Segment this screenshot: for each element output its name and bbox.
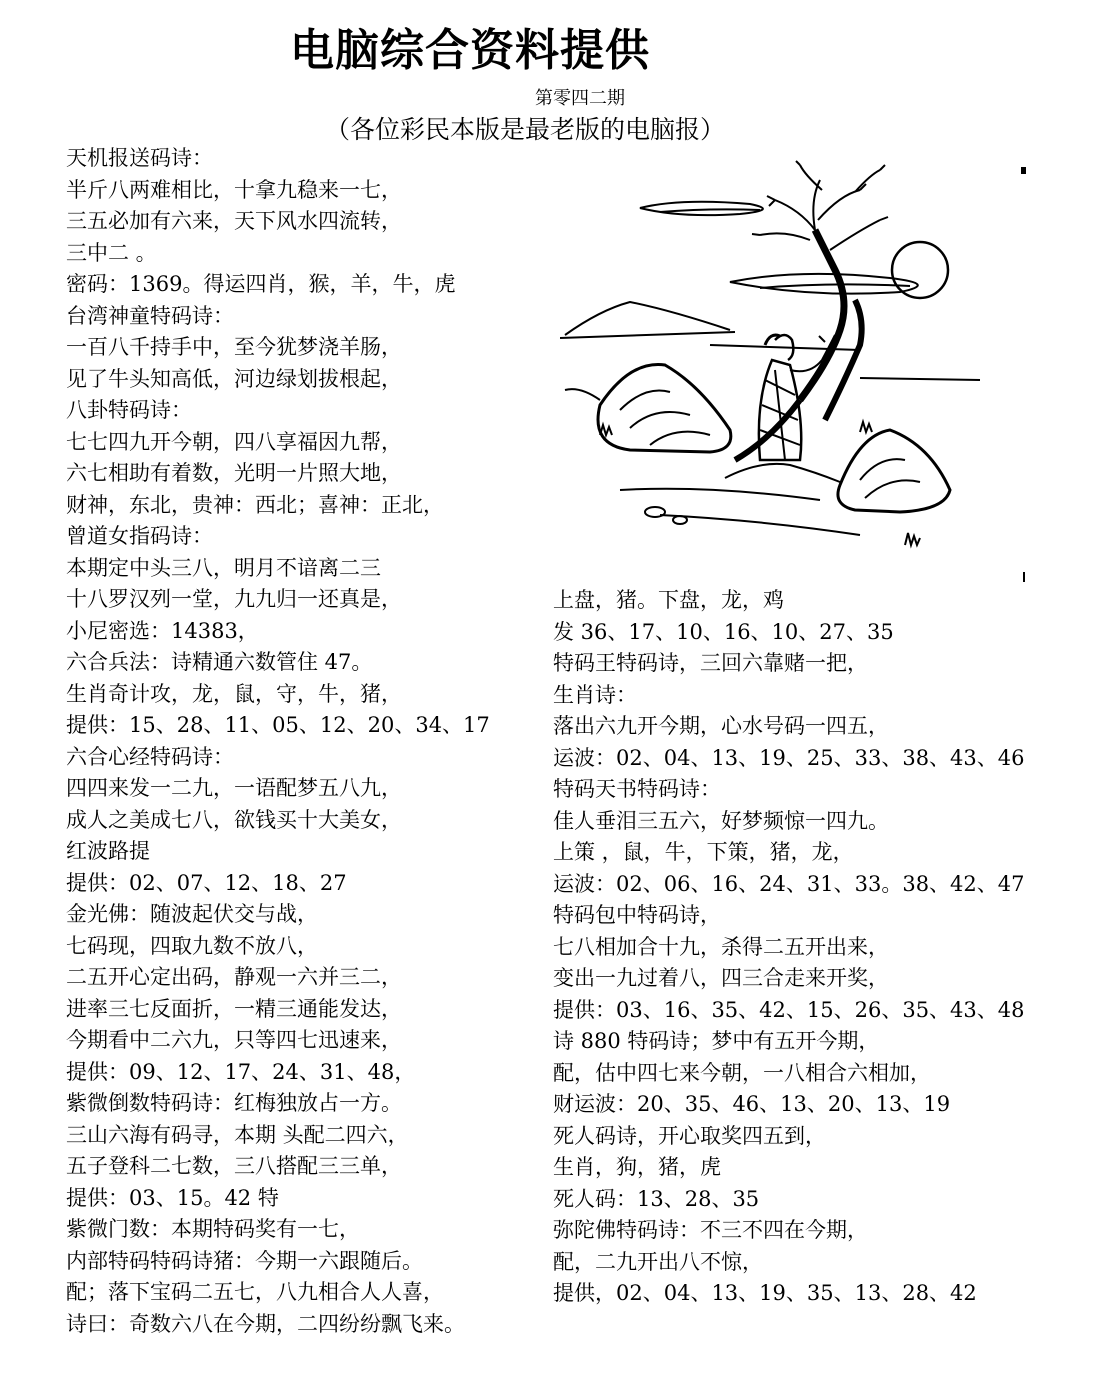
text-line: 发 36、17、10、16、10、27、35 [553, 619, 894, 644]
text-line: 配，二九开出八不惊， [553, 1249, 763, 1274]
text-line: 提供：03、15。42 特 [66, 1185, 279, 1210]
text-line: 死人码诗，开心取奖四五到， [553, 1123, 826, 1148]
text-line: 半斤八两难相比，十拿九稳来一七， [66, 177, 402, 202]
text-line: 上盘，猪。下盘，龙，鸡 [553, 588, 784, 612]
text-line: 财运波：20、35、46、13、20、13、19 [553, 1092, 951, 1116]
text-line: 金光佛：随波起伏交与战， [66, 902, 318, 926]
text-line: 生肖奇计攻，龙，鼠，守，牛，猪， [66, 681, 402, 706]
text-line: 三中二 。 [66, 240, 157, 265]
text-line: 一百八千持手中，至今犹梦浇羊肠， [66, 335, 402, 359]
text-line: 曾道女指码诗： [66, 524, 213, 548]
text-line: 提供，02、04、13、19、35、13、28、42 [553, 1281, 977, 1305]
text-line: 七八相加合十九，杀得二五开出来， [553, 934, 889, 959]
text-line: 配，估中四七来今朝，一八相合六相加， [553, 1060, 931, 1085]
text-line: 上策 ，鼠，牛，下策，猪，龙， [553, 840, 854, 864]
text-line: 提供：09、12、17、24、31、48， [66, 1059, 416, 1084]
text-line: 提供：15、28、11、05、12、20、34、17 [66, 713, 490, 737]
text-line: 天机报送码诗： [66, 146, 213, 170]
text-line: 紫微倒数特码诗：红梅独放占一方。 [66, 1091, 402, 1115]
text-line: 进率三七反面折，一精三通能发达， [66, 996, 402, 1021]
right-column [553, 585, 1025, 1310]
text-line: 七码现，四取九数不放八， [66, 933, 318, 958]
text-line: 提供：03、16、35、42、15、26、35、43、48 [553, 997, 1025, 1022]
text-line: 小尼密选：14383， [66, 618, 259, 643]
text-line: 七七四九开今朝，四八享福因九帮， [66, 429, 402, 454]
text-line: 今期看中二六九，只等四七迅速来， [66, 1028, 402, 1052]
text-line: 成人之美成七八，欲钱买十大美女， [66, 807, 402, 832]
text-line: 十八罗汉列一堂，九九归一还真是， [66, 587, 402, 611]
text-line: 六合兵法：诗精通六数管住 47。 [66, 650, 373, 674]
text-line: 生肖诗： [553, 682, 637, 707]
text-line: 三五必加有六来，天下风水四流转， [66, 209, 402, 233]
text-line: 六七相助有着数，光明一片照大地， [66, 461, 402, 485]
text-line: 佳人垂泪三五六，好梦频惊一四九。 [553, 808, 889, 833]
page-subtitle: （各位彩民本版是最老版的电脑报） [325, 115, 726, 144]
text-line: 特码包中特码诗， [553, 903, 721, 927]
text-line: 弥陀佛特码诗：不三不四在今期， [553, 1218, 868, 1242]
text-line: 运波：02、06、16、24、31、33。38、42、47 [553, 871, 1025, 896]
page-title: 电脑综合资料提供 [290, 25, 650, 76]
speck [1021, 167, 1026, 174]
text-line: 五子登科二七数，三八搭配三三单， [66, 1154, 402, 1178]
woman-by-tree-illustration-icon [560, 160, 1030, 580]
text-line: 生肖，狗，猪，虎 [553, 1155, 721, 1179]
text-line: 特码天书特码诗： [553, 777, 721, 801]
text-line: 本期定中头三八，明月不谙离二三 [66, 555, 381, 580]
text-line: 三山六海有码寻，本期 头配二四六， [66, 1122, 409, 1147]
issue-number: 第零四二期 [535, 88, 625, 109]
text-line: 紫微门数：本期特码奖有一七， [66, 1217, 360, 1241]
text-line: 死人码：13、28、35 [553, 1186, 760, 1211]
text-line: 台湾神童特码诗： [66, 303, 234, 328]
text-line: 诗曰：奇数六八在今期，二四纷纷飘飞来。 [66, 1311, 465, 1336]
speck [1023, 572, 1025, 582]
text-line: 诗 880 特码诗；梦中有五开今期， [553, 1029, 880, 1053]
text-line: 运波：02、04、13、19、25、33、38、43、46 [553, 745, 1025, 770]
text-line: 内部特码特码诗猪：今期一六跟随后。 [66, 1248, 423, 1273]
text-line: 密码：1369。得运四肖，猴，羊，牛，虎 [66, 272, 456, 296]
text-line: 见了牛头知高低，河边绿划拔根起， [66, 366, 402, 391]
text-line: 八卦特码诗： [66, 398, 192, 422]
text-line: 提供：02、07、12、18、27 [66, 870, 347, 895]
left-column [66, 143, 490, 1340]
text-line: 财神，东北，贵神：西北；喜神：正北， [66, 492, 444, 517]
text-line: 特码王特码诗，三回六靠赌一把， [553, 651, 868, 675]
text-line: 落出六九开今期，心水号码一四五， [553, 714, 889, 738]
text-line: 变出一九过着八，四三合走来开奖， [553, 966, 889, 990]
text-line: 四四来发一二九，一语配梦五八九， [66, 776, 402, 800]
text-line: 红波路提 [66, 839, 150, 863]
text-line: 六合心经特码诗： [66, 744, 234, 769]
text-line: 配；落下宝码二五七，八九相合人人喜， [66, 1280, 444, 1304]
text-line: 二五开心定出码，静观一六并三二， [66, 965, 402, 989]
